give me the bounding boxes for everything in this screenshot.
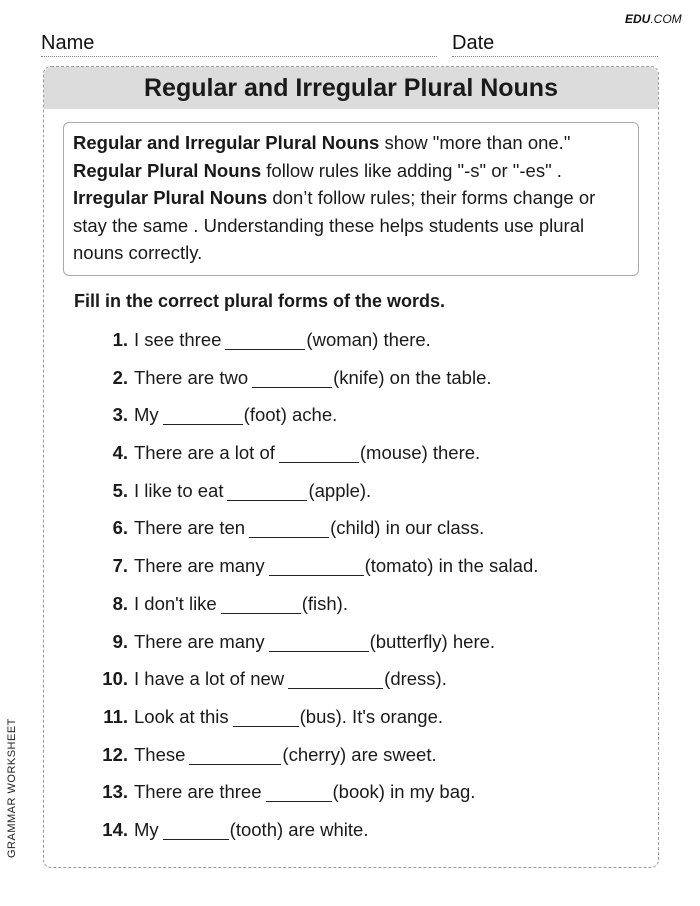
question-text-before: I have a lot of new — [134, 668, 285, 690]
question-text-before: My — [134, 818, 159, 840]
question-item — [84, 480, 538, 518]
question-number: 6. — [112, 517, 128, 539]
intro-term-3: Irregular Plural Nouns — [73, 187, 268, 208]
name-dotted-line — [41, 56, 437, 57]
intro-text-3: don’t follow rules; their forms change or stay the same . Understanding these helps students use plural nouns correctly. — [73, 187, 596, 263]
question-number: 4. — [112, 442, 128, 464]
question-text-before: I see three — [134, 329, 222, 350]
question-list — [84, 329, 538, 857]
name-label: Name — [41, 32, 95, 54]
answer-blank[interactable] — [288, 668, 383, 689]
question-item — [84, 781, 538, 819]
intro-term-1: Regular and Irregular Plural Nouns — [73, 132, 380, 153]
answer-blank[interactable] — [279, 442, 359, 463]
question-text-after: (tooth) are white. — [229, 818, 369, 840]
question-number: 7. — [112, 555, 128, 577]
brand-logo-bold: EDU — [625, 12, 651, 26]
question-text-before: I like to eat — [134, 479, 224, 501]
worksheet-panel — [43, 66, 659, 868]
question-item — [84, 819, 538, 857]
intro-text-1: show "more than one." — [379, 132, 571, 153]
question-text-after: (dress). — [384, 668, 447, 690]
question-item — [84, 404, 538, 442]
question-text-before: There are many — [134, 555, 265, 577]
date-dotted-line — [452, 56, 658, 57]
side-label: GRAMMAR WORKSHEET — [6, 718, 18, 858]
question-text-after: (apple). — [308, 479, 372, 501]
question-text-before: These — [134, 743, 186, 765]
question-item — [84, 442, 538, 480]
date-label: Date — [452, 32, 495, 54]
question-number: 12. — [102, 743, 128, 765]
question-text-after: (tomato) in the salad. — [364, 555, 539, 577]
question-text-after: (fish). — [301, 592, 348, 614]
name-field[interactable] — [41, 32, 437, 55]
date-field[interactable] — [452, 32, 658, 55]
answer-blank[interactable] — [189, 744, 281, 765]
question-text-after: (bus). It's orange. — [299, 705, 443, 727]
question-text-before: Look at this — [134, 705, 229, 727]
question-text-before: There are a lot of — [134, 442, 275, 464]
question-number: 3. — [112, 404, 128, 426]
question-item — [84, 668, 538, 706]
question-number: 2. — [112, 366, 128, 388]
answer-blank[interactable] — [221, 593, 301, 614]
answer-blank[interactable] — [163, 404, 243, 425]
answer-blank[interactable] — [266, 781, 332, 802]
answer-blank[interactable] — [269, 555, 364, 576]
answer-blank[interactable] — [249, 517, 329, 538]
answer-blank[interactable] — [225, 329, 305, 350]
answer-blank[interactable] — [163, 819, 229, 840]
instruction: Fill in the correct plural forms of the words. — [74, 291, 446, 311]
question-text-after: (foot) ache. — [243, 404, 338, 426]
question-item — [84, 631, 538, 669]
question-number: 5. — [112, 479, 128, 501]
answer-blank[interactable] — [233, 706, 299, 727]
brand-logo-suffix: .COM — [650, 12, 682, 26]
question-text-after: (knife) on the table. — [333, 366, 492, 388]
intro-text-2: follow rules like adding "-s" or "-es" . — [261, 159, 562, 181]
question-number: 11. — [103, 705, 128, 727]
answer-blank[interactable] — [269, 631, 369, 652]
question-item — [84, 367, 538, 405]
intro-box — [63, 122, 639, 276]
question-number: 14. — [102, 818, 128, 840]
question-number: 1. — [112, 329, 128, 350]
question-text-after: (cherry) are sweet. — [282, 743, 437, 765]
question-item — [84, 517, 538, 555]
question-text-before: There are two — [134, 366, 249, 388]
answer-blank[interactable] — [227, 480, 307, 501]
question-text-after: (child) in our class. — [330, 517, 485, 539]
question-item — [84, 593, 538, 631]
question-number: 10. — [102, 668, 128, 690]
question-item — [84, 329, 538, 367]
question-text-after: (butterfly) here. — [369, 630, 496, 652]
answer-blank[interactable] — [252, 367, 332, 388]
question-text-before: There are many — [134, 630, 265, 652]
brand-logo — [625, 12, 682, 26]
question-item — [84, 706, 538, 744]
question-item — [84, 555, 538, 593]
question-number: 13. — [102, 781, 128, 803]
question-text-after: (mouse) there. — [359, 442, 481, 464]
question-text-after: (book) in my bag. — [332, 781, 476, 803]
question-text-before: I don't like — [134, 592, 217, 614]
question-number: 9. — [112, 630, 128, 652]
question-text-before: There are three — [134, 781, 262, 803]
question-text-before: There are ten — [134, 517, 246, 539]
worksheet-title: Regular and Irregular Plural Nouns — [44, 67, 658, 109]
intro-term-2: Regular Plural Nouns — [73, 159, 262, 181]
question-text-before: My — [134, 404, 159, 426]
question-number: 8. — [112, 592, 128, 614]
question-text-after: (woman) there. — [306, 329, 431, 350]
question-item — [84, 744, 538, 782]
